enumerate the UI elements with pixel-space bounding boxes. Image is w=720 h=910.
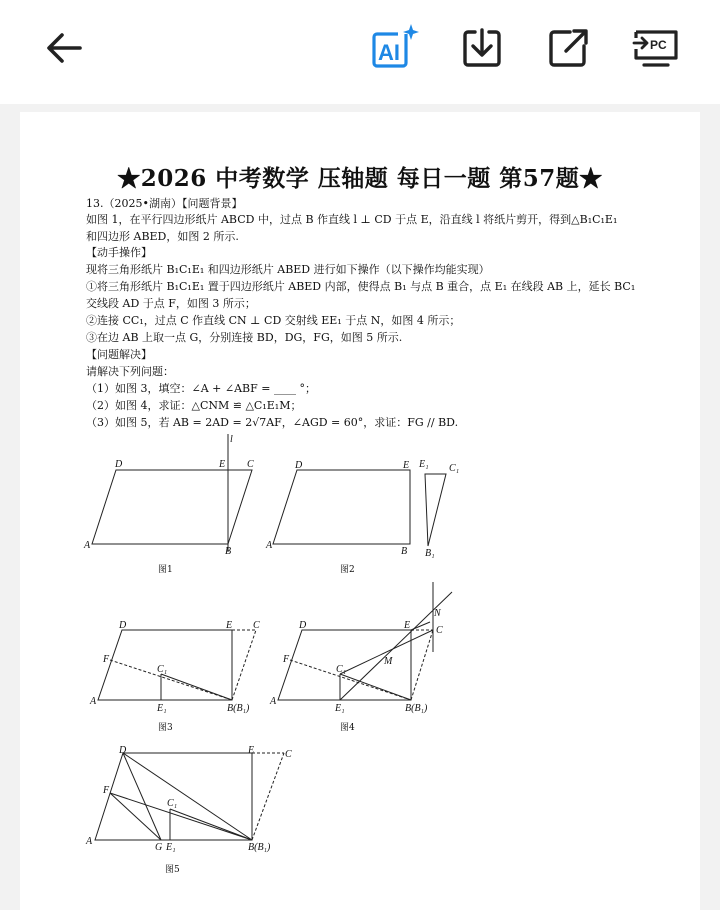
point-label: B(B₁) (227, 703, 250, 714)
point-label: E₁ (419, 459, 429, 470)
figure-2 (273, 470, 446, 546)
point-label: D (119, 620, 127, 631)
download-icon (460, 26, 504, 70)
point-label: E (404, 620, 411, 631)
point-label: N (434, 608, 441, 619)
point-label: D (119, 745, 127, 756)
point-label: A (90, 696, 97, 707)
text-line: （3）如图 5，若 AB = 2AD = 2√7AF，∠AGD = 60°，求证：FG // BD. (86, 416, 459, 429)
ai-label: AI (378, 40, 400, 65)
point-label: D (299, 620, 307, 631)
point-label: M (384, 656, 393, 667)
back-button[interactable] (38, 22, 90, 74)
point-label: A (270, 696, 277, 707)
pc-icon (632, 24, 680, 72)
point-label: C₁ (449, 463, 460, 474)
text-line: 【问题解决】 (86, 348, 152, 361)
point-label: F (103, 785, 110, 796)
top-toolbar (0, 0, 720, 104)
figure-caption: 图5 (165, 865, 180, 875)
text-line: ②连接 CC₁，过点 C 作直线 CN ⊥ CD 交射线 EE₁ 于点 N，如图 4 所示； (86, 314, 461, 327)
text-line: 交线段 AD 于点 F，如图 3 所示； (86, 297, 256, 310)
point-label: C (253, 620, 260, 631)
figure-3 (98, 630, 256, 700)
open-on-pc-button[interactable] (630, 22, 682, 74)
geometry-figures (20, 112, 700, 910)
text-line: ①将三角形纸片 B₁C₁E₁ 置于四边形纸片 ABED 内部，使得点 B₁ 与点 B 重合，点 E₁ 在线段 AB 上，延长 BC₁ (86, 280, 636, 293)
text-line: 和四边形 ABED，如图 2 所示. (86, 230, 239, 243)
point-label: C₁ (336, 664, 347, 675)
point-label: C (285, 749, 292, 760)
download-button[interactable] (456, 22, 508, 74)
figure-caption: 图1 (158, 565, 173, 575)
point-label: A (84, 540, 91, 551)
point-label: D (295, 460, 303, 471)
text-line: （1）如图 3，填空：∠A + ∠ABF = ____ °； (86, 382, 316, 395)
point-label: F (283, 654, 290, 665)
point-label: A (266, 540, 273, 551)
ai-icon (368, 22, 420, 74)
ai-button[interactable] (368, 22, 420, 74)
point-label: E (403, 460, 410, 471)
share-button[interactable] (542, 22, 594, 74)
point-label: G (155, 842, 163, 853)
point-label: C₁ (167, 798, 178, 809)
point-label: C (247, 459, 254, 470)
figure-4 (278, 582, 452, 700)
text-line: （2）如图 4，求证：△CNM ≌ △C₁E₁M； (86, 399, 302, 412)
point-label: F (103, 654, 110, 665)
point-label: A (86, 836, 93, 847)
point-label: E (219, 459, 226, 470)
figure-caption: 图4 (340, 723, 355, 733)
point-label: B (225, 546, 232, 557)
figure-1 (92, 434, 252, 552)
point-label: B (401, 546, 408, 557)
document-title: ★2026 中考数学 压轴题 每日一题 第57题★ (117, 165, 603, 192)
figure-caption: 图3 (158, 723, 173, 733)
arrow-left-icon (42, 26, 86, 70)
text-line: 现将三角形纸片 B₁C₁E₁ 和四边形纸片 ABED 进行如下操作（以下操作均能实现） (86, 263, 490, 276)
point-label: E (248, 745, 255, 756)
text-line: ③在边 AB 上取一点 G，分别连接 BD，DG，FG，如图 5 所示. (86, 331, 403, 344)
point-label: E₁ (335, 703, 345, 714)
point-label: C₁ (157, 664, 168, 675)
document-page (20, 112, 700, 910)
point-label: E₁ (166, 842, 176, 853)
pc-label: PC (650, 38, 667, 52)
text-line: 如图 1，在平行四边形纸片 ABCD 中，过点 B 作直线 l ⊥ CD 于点 E，沿直线 l 将纸片剪开，得到△B₁C₁E₁ (86, 213, 618, 226)
point-label: B(B₁) (248, 842, 271, 853)
text-line: 请解决下列问题： (86, 365, 174, 378)
point-label: E₁ (157, 703, 167, 714)
text-line: 【动手操作】 (86, 246, 152, 259)
point-label: B(B₁) (405, 703, 428, 714)
figure-caption: 图2 (340, 565, 355, 575)
point-label: E (226, 620, 233, 631)
text-line: 13.（2025•湖南）【问题背景】 (86, 197, 243, 210)
point-label: D (115, 459, 123, 470)
point-label: l (230, 434, 233, 445)
figure-5 (95, 753, 284, 840)
share-icon (546, 26, 590, 70)
point-label: C (436, 625, 443, 636)
point-label: B₁ (425, 548, 435, 559)
